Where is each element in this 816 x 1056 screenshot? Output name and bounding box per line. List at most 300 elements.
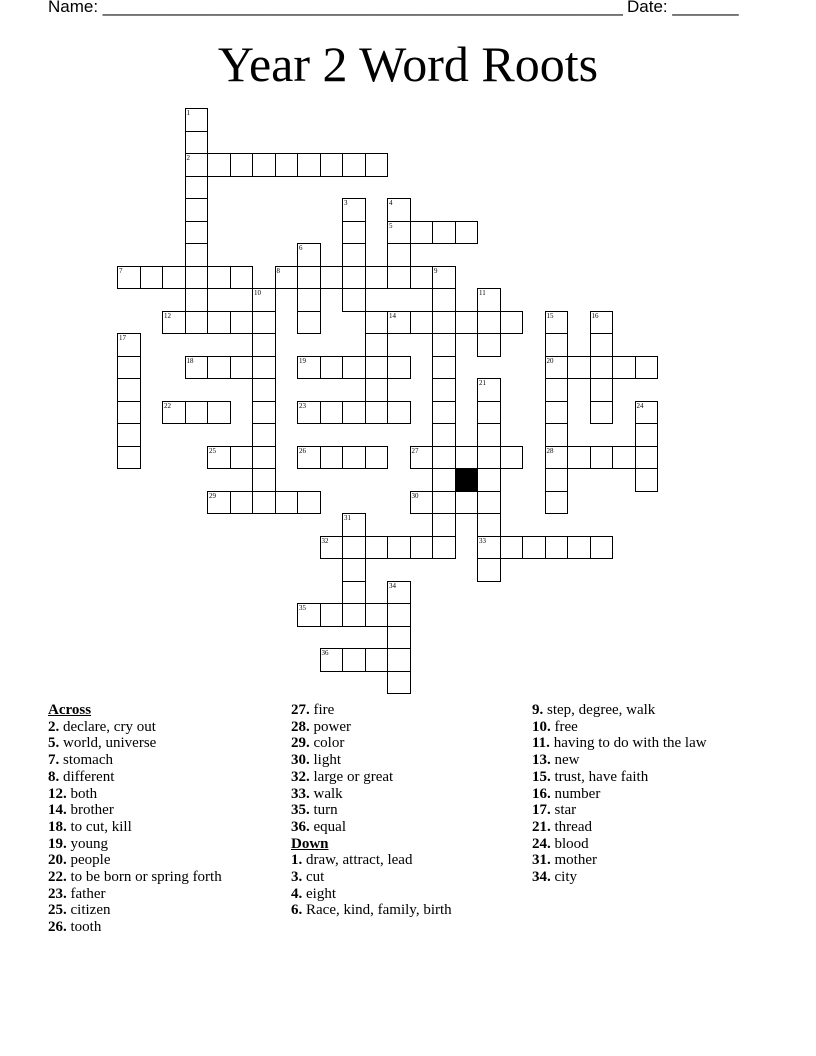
clue-text: draw, attract, lead bbox=[302, 852, 413, 869]
crossword-cell[interactable] bbox=[545, 423, 569, 447]
crossword-cell[interactable] bbox=[432, 221, 456, 245]
crossword-cell[interactable] bbox=[432, 288, 456, 312]
clue-text: mother bbox=[550, 852, 597, 869]
crossword-cell[interactable] bbox=[275, 153, 299, 177]
crossword-cell[interactable] bbox=[185, 198, 209, 222]
cell-number: 25 bbox=[209, 446, 216, 455]
crossword-cell[interactable] bbox=[207, 266, 231, 290]
clue-text: power bbox=[309, 718, 351, 735]
cell-number: 24 bbox=[636, 401, 644, 410]
crossword-cell[interactable] bbox=[635, 401, 659, 425]
clue-text: light bbox=[309, 752, 342, 769]
crossword-cell[interactable] bbox=[185, 221, 209, 245]
clue-number: 2. bbox=[48, 718, 60, 735]
crossword-cell[interactable] bbox=[320, 648, 344, 672]
clue-number: 14. bbox=[48, 802, 67, 819]
crossword-cell[interactable] bbox=[252, 288, 276, 312]
crossword-cell[interactable] bbox=[117, 266, 141, 290]
cell-number: 26 bbox=[299, 446, 306, 455]
clue-item bbox=[291, 769, 452, 786]
crossword-cell[interactable] bbox=[252, 401, 276, 425]
crossword-cell[interactable] bbox=[230, 153, 254, 177]
crossword-cell[interactable] bbox=[590, 536, 614, 560]
crossword-cell[interactable] bbox=[432, 378, 456, 402]
crossword-cell[interactable] bbox=[342, 243, 366, 267]
clue-item bbox=[48, 886, 222, 903]
crossword-cell[interactable] bbox=[387, 626, 411, 650]
crossword-cell[interactable] bbox=[185, 266, 209, 290]
clue-item bbox=[291, 852, 452, 869]
clue-number: 3. bbox=[291, 869, 303, 886]
clue-item bbox=[532, 735, 707, 752]
clue-item bbox=[291, 802, 452, 819]
crossword-cell[interactable] bbox=[387, 356, 411, 380]
crossword-cell[interactable] bbox=[230, 356, 254, 380]
crossword-cell[interactable] bbox=[432, 513, 456, 537]
clue-number: 35. bbox=[291, 802, 310, 819]
cell-number: 16 bbox=[591, 311, 599, 320]
crossword-cell[interactable] bbox=[477, 558, 501, 582]
crossword-cell[interactable] bbox=[275, 491, 299, 515]
clue-text: to be born or spring forth bbox=[66, 869, 222, 886]
crossword-cell[interactable] bbox=[410, 311, 434, 335]
date-field-label: Date: _______ bbox=[627, 0, 739, 16]
crossword-cell[interactable] bbox=[477, 446, 501, 470]
clue-number: 25. bbox=[48, 902, 67, 919]
clue-number: 12. bbox=[48, 785, 67, 802]
crossword-cell[interactable] bbox=[230, 491, 254, 515]
crossword-cell[interactable] bbox=[365, 401, 389, 425]
clue-number: 9. bbox=[532, 702, 544, 718]
clue-number: 11. bbox=[532, 735, 550, 752]
cell-number: 29 bbox=[209, 491, 216, 500]
clue-text: father bbox=[66, 885, 106, 902]
clue-text: both bbox=[66, 785, 98, 802]
crossword-cell[interactable] bbox=[230, 446, 254, 470]
crossword-cell[interactable] bbox=[567, 536, 591, 560]
crossword-cell[interactable] bbox=[432, 423, 456, 447]
crossword-cell[interactable] bbox=[207, 446, 231, 470]
crossword-cell[interactable] bbox=[455, 311, 479, 335]
crossword-cell[interactable] bbox=[365, 266, 389, 290]
crossword-cell[interactable] bbox=[432, 446, 456, 470]
clue-item bbox=[291, 819, 452, 836]
crossword-cell[interactable] bbox=[320, 536, 344, 560]
crossword-cell[interactable] bbox=[432, 356, 456, 380]
crossword-cell[interactable] bbox=[365, 333, 389, 357]
clue-number: 22. bbox=[48, 869, 67, 886]
clue-number: 6. bbox=[291, 902, 303, 919]
crossword-cell[interactable] bbox=[162, 311, 186, 335]
crossword-cell[interactable] bbox=[297, 356, 321, 380]
crossword-cell[interactable] bbox=[185, 243, 209, 267]
clue-text: color bbox=[309, 735, 345, 752]
clue-text: citizen bbox=[66, 902, 111, 919]
crossword-cell[interactable] bbox=[342, 266, 366, 290]
clue-list-col1 bbox=[48, 719, 222, 936]
clue-list-col3 bbox=[532, 702, 707, 886]
crossword-cell[interactable] bbox=[252, 491, 276, 515]
clue-number: 20. bbox=[48, 852, 67, 869]
clue-text: tooth bbox=[66, 919, 102, 936]
crossword-cell[interactable] bbox=[117, 378, 141, 402]
crossword-cell[interactable] bbox=[410, 491, 434, 515]
clue-number: 33. bbox=[291, 785, 310, 802]
crossword-cell[interactable] bbox=[635, 356, 659, 380]
clue-text: young bbox=[66, 835, 108, 852]
crossword-cell[interactable] bbox=[545, 311, 569, 335]
crossword-cell[interactable] bbox=[365, 153, 389, 177]
clue-item bbox=[48, 819, 222, 836]
crossword-cell[interactable] bbox=[320, 356, 344, 380]
crossword-cell[interactable] bbox=[477, 288, 501, 312]
cell-number: 31 bbox=[344, 514, 351, 522]
crossword-cell[interactable] bbox=[297, 603, 321, 627]
crossword-cell[interactable] bbox=[365, 446, 389, 470]
crossword-cell[interactable] bbox=[612, 356, 636, 380]
crossword-cell[interactable] bbox=[252, 446, 276, 470]
crossword-cell[interactable] bbox=[365, 311, 389, 335]
crossword-cell[interactable] bbox=[500, 446, 524, 470]
crossword-cell[interactable] bbox=[635, 446, 659, 470]
crossword-cell[interactable] bbox=[320, 401, 344, 425]
crossword-cell[interactable] bbox=[455, 491, 479, 515]
crossword-cell[interactable] bbox=[387, 221, 411, 245]
clue-text: city bbox=[550, 869, 577, 886]
clue-item bbox=[532, 802, 707, 819]
crossword-cell[interactable] bbox=[162, 401, 186, 425]
crossword-cell[interactable] bbox=[432, 311, 456, 335]
crossword-cell[interactable] bbox=[590, 401, 614, 425]
crossword-cell[interactable] bbox=[185, 108, 209, 132]
cell-number: 4 bbox=[389, 199, 393, 207]
clue-text: trust, have faith bbox=[550, 768, 649, 785]
crossword-cell[interactable] bbox=[432, 491, 456, 515]
clue-item bbox=[48, 752, 222, 769]
crossword-cell[interactable] bbox=[590, 333, 614, 357]
crossword-cell[interactable] bbox=[545, 446, 569, 470]
cell-number: 9 bbox=[434, 266, 438, 275]
clue-number: 29. bbox=[291, 735, 310, 752]
clue-number: 19. bbox=[48, 835, 67, 852]
crossword-cell[interactable] bbox=[342, 221, 366, 245]
clue-text: turn bbox=[309, 802, 338, 819]
cell-number: 14 bbox=[389, 311, 396, 320]
clue-number: 32. bbox=[291, 768, 310, 785]
clue-number: 16. bbox=[532, 785, 551, 802]
clue-item bbox=[532, 769, 707, 786]
crossword-cell[interactable] bbox=[185, 311, 209, 335]
crossword-cell[interactable] bbox=[477, 536, 501, 560]
crossword-cell[interactable] bbox=[252, 378, 276, 402]
crossword-cell[interactable] bbox=[410, 221, 434, 245]
crossword-cell[interactable] bbox=[297, 446, 321, 470]
crossword-cell[interactable] bbox=[342, 603, 366, 627]
crossword-cell[interactable] bbox=[342, 558, 366, 582]
across-heading: Across bbox=[48, 702, 92, 718]
crossword-cell[interactable] bbox=[522, 536, 546, 560]
cell-number: 3 bbox=[344, 199, 348, 207]
crossword-cell[interactable] bbox=[320, 603, 344, 627]
cell-number: 10 bbox=[254, 289, 261, 297]
clue-text: world, universe bbox=[59, 735, 157, 752]
crossword-cell[interactable] bbox=[365, 648, 389, 672]
cell-number: 32 bbox=[321, 536, 329, 545]
clue-item bbox=[291, 869, 452, 886]
clue-text: brother bbox=[66, 802, 114, 819]
crossword-cell[interactable] bbox=[612, 446, 636, 470]
clue-item bbox=[48, 735, 222, 752]
crossword-cell[interactable] bbox=[410, 536, 434, 560]
crossword-cell[interactable] bbox=[500, 311, 524, 335]
cell-number: 11 bbox=[479, 289, 486, 297]
clue-text: step, degree, walk bbox=[543, 702, 656, 718]
clue-item bbox=[48, 802, 222, 819]
crossword-cell[interactable] bbox=[185, 176, 209, 200]
clue-number: 17. bbox=[532, 802, 551, 819]
crossword-cell[interactable] bbox=[297, 311, 321, 335]
clue-item bbox=[48, 852, 222, 869]
clue-item bbox=[291, 719, 452, 736]
crossword-cell[interactable] bbox=[567, 356, 591, 380]
crossword-cell[interactable] bbox=[387, 536, 411, 560]
clue-item bbox=[291, 752, 452, 769]
crossword-cell[interactable] bbox=[432, 536, 456, 560]
crossword-cell[interactable] bbox=[590, 446, 614, 470]
clue-number: 15. bbox=[532, 768, 551, 785]
clue-text: stomach bbox=[59, 752, 113, 769]
crossword-cell[interactable] bbox=[455, 221, 479, 245]
crossword-cell[interactable] bbox=[545, 468, 569, 492]
crossword-cell[interactable] bbox=[365, 378, 389, 402]
crossword-cell[interactable] bbox=[387, 401, 411, 425]
crossword-cell[interactable] bbox=[117, 423, 141, 447]
clue-item bbox=[291, 735, 452, 752]
crossword-cell[interactable] bbox=[207, 356, 231, 380]
crossword-cell[interactable] bbox=[545, 401, 569, 425]
crossword-cell[interactable] bbox=[545, 491, 569, 515]
crossword-cell[interactable] bbox=[635, 423, 659, 447]
crossword-cell[interactable] bbox=[365, 536, 389, 560]
clue-column-1 bbox=[48, 702, 222, 936]
crossword-cell[interactable] bbox=[545, 536, 569, 560]
crossword-cell[interactable] bbox=[297, 243, 321, 267]
clue-item bbox=[48, 919, 222, 936]
crossword-cell[interactable] bbox=[252, 153, 276, 177]
clue-text: blood bbox=[550, 835, 589, 852]
clue-item bbox=[532, 786, 707, 803]
crossword-cell[interactable] bbox=[117, 333, 141, 357]
clue-number: 1. bbox=[291, 852, 303, 869]
crossword-cell[interactable] bbox=[297, 491, 321, 515]
clue-text: equal bbox=[309, 818, 346, 835]
crossword-cell[interactable] bbox=[252, 468, 276, 492]
clue-text: walk bbox=[309, 785, 343, 802]
clue-item bbox=[532, 752, 707, 769]
cell-number: 12 bbox=[164, 311, 171, 320]
crossword-cell[interactable] bbox=[455, 446, 479, 470]
crossword-cell[interactable] bbox=[342, 648, 366, 672]
clue-item bbox=[532, 819, 707, 836]
crossword-cell[interactable] bbox=[185, 131, 209, 155]
clue-item bbox=[48, 769, 222, 786]
crossword-cell[interactable] bbox=[207, 153, 231, 177]
crossword-cell[interactable] bbox=[342, 198, 366, 222]
crossword-cell[interactable] bbox=[207, 311, 231, 335]
clue-text: to cut, kill bbox=[66, 818, 132, 835]
clue-item bbox=[48, 869, 222, 886]
crossword-cell[interactable] bbox=[590, 356, 614, 380]
clue-item bbox=[532, 719, 707, 736]
cell-number: 6 bbox=[299, 244, 303, 252]
clue-column-2 bbox=[291, 702, 452, 919]
cell-number: 34 bbox=[389, 581, 396, 590]
crossword-cell[interactable] bbox=[297, 153, 321, 177]
clue-item bbox=[48, 786, 222, 803]
crossword-cell[interactable] bbox=[545, 378, 569, 402]
clue-number: 24. bbox=[532, 835, 551, 852]
clue-text: fire bbox=[309, 702, 335, 718]
clue-item bbox=[532, 852, 707, 869]
cell-number: 15 bbox=[546, 311, 554, 320]
crossword-cell[interactable] bbox=[387, 581, 411, 605]
crossword-cell[interactable] bbox=[410, 446, 434, 470]
crossword-cell[interactable] bbox=[477, 513, 501, 537]
crossword-cell[interactable] bbox=[590, 311, 614, 335]
clue-number: 28. bbox=[291, 718, 310, 735]
clue-number: 23. bbox=[48, 885, 67, 902]
crossword-cell[interactable] bbox=[387, 198, 411, 222]
clue-item bbox=[291, 702, 452, 719]
clue-number: 30. bbox=[291, 752, 310, 769]
crossword-cell[interactable] bbox=[410, 266, 434, 290]
crossword-cell[interactable] bbox=[207, 401, 231, 425]
crossword-cell[interactable] bbox=[275, 266, 299, 290]
clue-text: number bbox=[550, 785, 601, 802]
crossword-cell[interactable] bbox=[230, 311, 254, 335]
clue-item bbox=[532, 836, 707, 853]
crossword-cell[interactable] bbox=[342, 513, 366, 537]
crossword-cell[interactable] bbox=[342, 356, 366, 380]
clue-list-col2-down bbox=[291, 852, 452, 919]
clue-number: 27. bbox=[291, 702, 310, 718]
crossword-cell[interactable] bbox=[252, 356, 276, 380]
crossword-cell[interactable] bbox=[500, 536, 524, 560]
crossword-cell[interactable] bbox=[477, 423, 501, 447]
crossword-cell[interactable] bbox=[185, 356, 209, 380]
crossword-cell[interactable] bbox=[185, 401, 209, 425]
crossword-cell[interactable] bbox=[387, 603, 411, 627]
crossword-cell[interactable] bbox=[117, 356, 141, 380]
clue-number: 18. bbox=[48, 818, 67, 835]
clue-text: Race, kind, family, birth bbox=[302, 902, 452, 919]
clue-number: 5. bbox=[48, 735, 60, 752]
clue-item bbox=[291, 902, 452, 919]
crossword-cell[interactable] bbox=[365, 356, 389, 380]
crossword-cell[interactable] bbox=[590, 378, 614, 402]
crossword-cell[interactable] bbox=[320, 446, 344, 470]
crossword-cell[interactable] bbox=[477, 333, 501, 357]
clue-item bbox=[48, 902, 222, 919]
crossword-cell[interactable] bbox=[342, 153, 366, 177]
crossword-cell[interactable] bbox=[117, 401, 141, 425]
clue-number: 31. bbox=[532, 852, 551, 869]
clue-number: 26. bbox=[48, 919, 67, 936]
down-heading: Down bbox=[291, 835, 329, 852]
crossword-cell[interactable] bbox=[477, 401, 501, 425]
crossword-cell[interactable] bbox=[387, 266, 411, 290]
cell-number: 17 bbox=[119, 334, 126, 342]
crossword-cell[interactable] bbox=[162, 266, 186, 290]
cell-number: 22 bbox=[164, 401, 171, 410]
name-field-label: Name: _______________________________________________________ bbox=[48, 0, 623, 16]
crossword-cell[interactable] bbox=[252, 333, 276, 357]
cell-number: 35 bbox=[299, 604, 306, 612]
crossword-cell[interactable] bbox=[567, 446, 591, 470]
clue-text: different bbox=[59, 768, 115, 785]
crossword-cell[interactable] bbox=[342, 536, 366, 560]
crossword-cell[interactable] bbox=[185, 153, 209, 177]
crossword-cell[interactable] bbox=[387, 311, 411, 335]
crossword-cell[interactable] bbox=[477, 378, 501, 402]
crossword-cell[interactable] bbox=[387, 243, 411, 267]
crossword-cell[interactable] bbox=[230, 266, 254, 290]
crossword-cell[interactable] bbox=[432, 401, 456, 425]
crossword-cell[interactable] bbox=[387, 671, 411, 695]
cell-number: 23 bbox=[299, 401, 306, 410]
crossword-cell[interactable] bbox=[117, 446, 141, 470]
crossword-cell[interactable] bbox=[342, 581, 366, 605]
crossword-cell[interactable] bbox=[477, 468, 501, 492]
crossword-cell[interactable] bbox=[432, 333, 456, 357]
clue-text: declare, cry out bbox=[59, 718, 156, 735]
crossword-cell[interactable] bbox=[477, 491, 501, 515]
crossword-cell[interactable] bbox=[252, 423, 276, 447]
crossword-cell[interactable] bbox=[342, 401, 366, 425]
crossword-cell[interactable] bbox=[432, 266, 456, 290]
clue-number: 4. bbox=[291, 885, 303, 902]
crossword-cell[interactable] bbox=[432, 468, 456, 492]
clue-text: star bbox=[550, 802, 577, 819]
crossword-cell[interactable] bbox=[207, 491, 231, 515]
crossword-cell[interactable] bbox=[635, 468, 659, 492]
crossword-black-cell bbox=[455, 468, 479, 492]
crossword-cell[interactable] bbox=[387, 648, 411, 672]
crossword-cell[interactable] bbox=[342, 446, 366, 470]
clue-text: cut bbox=[302, 869, 325, 886]
crossword-cell[interactable] bbox=[297, 288, 321, 312]
clue-number: 13. bbox=[532, 752, 551, 769]
crossword-cell[interactable] bbox=[140, 266, 164, 290]
crossword-cell[interactable] bbox=[297, 401, 321, 425]
clue-item bbox=[532, 869, 707, 886]
clue-item bbox=[48, 719, 222, 736]
crossword-cell[interactable] bbox=[320, 266, 344, 290]
crossword-cell[interactable] bbox=[477, 311, 501, 335]
crossword-cell[interactable] bbox=[365, 603, 389, 627]
crossword-cell[interactable] bbox=[185, 288, 209, 312]
cell-number: 28 bbox=[546, 446, 554, 455]
crossword-cell[interactable] bbox=[545, 356, 569, 380]
cell-number: 21 bbox=[479, 379, 486, 387]
crossword-cell[interactable] bbox=[342, 288, 366, 312]
crossword-cell[interactable] bbox=[297, 266, 321, 290]
cell-number: 27 bbox=[411, 446, 419, 455]
crossword-cell[interactable] bbox=[320, 153, 344, 177]
crossword-cell[interactable] bbox=[545, 333, 569, 357]
clue-text: new bbox=[550, 752, 580, 769]
crossword-cell[interactable] bbox=[252, 311, 276, 335]
